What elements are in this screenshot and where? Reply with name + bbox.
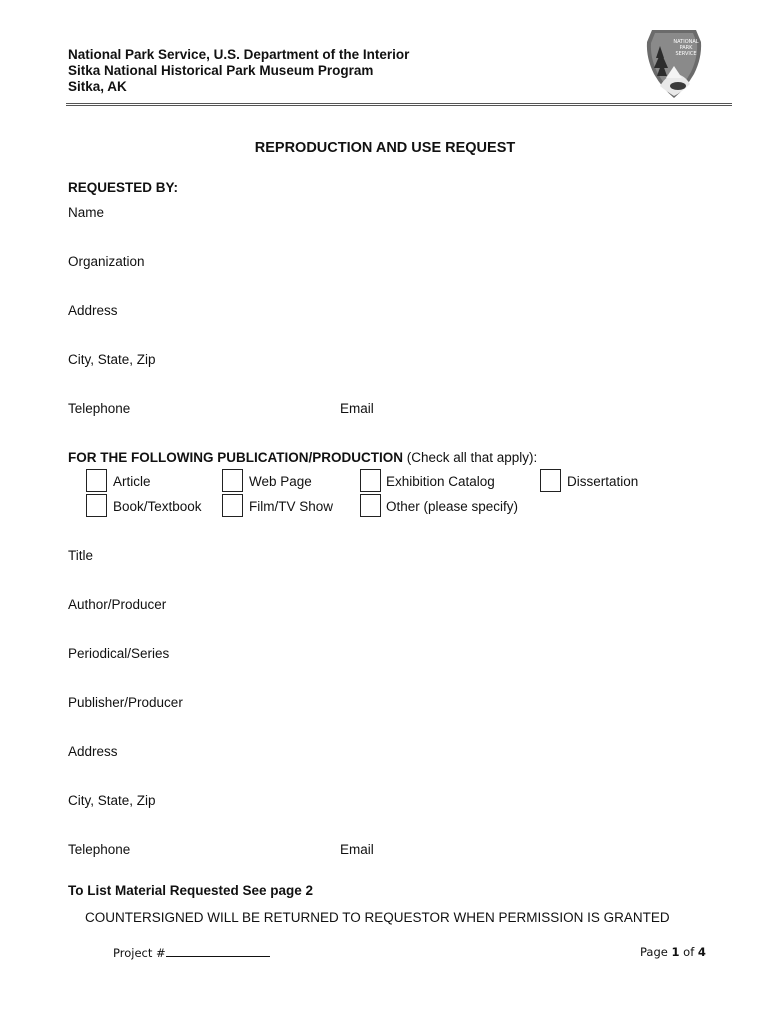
project-number-field[interactable] <box>166 945 270 957</box>
publisher-telephone-label: Telephone <box>68 842 131 857</box>
article-label: Article <box>113 474 151 489</box>
film-tv-show-checkbox[interactable] <box>222 494 243 517</box>
article-checkbox[interactable] <box>86 469 107 492</box>
publication-title-label: Title <box>68 548 94 563</box>
publisher-producer-label: Publisher/Producer <box>68 695 183 710</box>
requester-name-label: Name <box>68 205 105 220</box>
svg-text:PARK: PARK <box>679 45 693 51</box>
exhibition-catalog-label: Exhibition Catalog <box>386 474 495 489</box>
publisher-address-label: Address <box>68 744 118 759</box>
other-checkbox[interactable] <box>360 494 381 517</box>
requester-organization-label: Organization <box>68 254 145 269</box>
header-program: Sitka National Historical Park Museum Program <box>68 63 374 78</box>
requester-telephone-label: Telephone <box>68 401 131 416</box>
film-tv-show-label: Film/TV Show <box>249 499 334 514</box>
page-indicator: Page 1 of 4 <box>640 945 706 959</box>
header-agency: National Park Service, U.S. Department of the Interior <box>68 47 410 62</box>
svg-text:NATIONAL: NATIONAL <box>673 39 699 45</box>
book-textbook-label: Book/Textbook <box>113 499 202 514</box>
book-textbook-checkbox[interactable] <box>86 494 107 517</box>
requester-address-label: Address <box>68 303 118 318</box>
svg-text:SERVICE: SERVICE <box>675 51 697 57</box>
header-divider <box>66 103 732 106</box>
publisher-email-label: Email <box>340 842 374 857</box>
publisher-city-state-zip-label: City, State, Zip <box>68 793 156 808</box>
header-location: Sitka, AK <box>68 79 127 94</box>
other-label: Other (please specify) <box>386 499 519 514</box>
exhibition-catalog-checkbox[interactable] <box>360 469 381 492</box>
dissertation-label: Dissertation <box>567 474 639 489</box>
requester-email-label: Email <box>340 401 374 416</box>
requested-by-heading: REQUESTED BY: <box>68 180 179 195</box>
countersigned-note: COUNTERSIGNED WILL BE RETURNED TO REQUESTOR WHEN PERMISSION IS GRANTED <box>85 910 670 925</box>
form-title: REPRODUCTION AND USE REQUEST <box>254 140 516 156</box>
web-page-checkbox[interactable] <box>222 469 243 492</box>
publication-note: (Check all that apply): <box>406 450 538 465</box>
web-page-label: Web Page <box>249 474 312 489</box>
author-producer-label: Author/Producer <box>68 597 167 612</box>
requester-city-state-zip-label: City, State, Zip <box>68 352 156 367</box>
periodical-series-label: Periodical/Series <box>68 646 170 661</box>
project-number <box>113 945 270 960</box>
project-number-label: Project # <box>113 946 166 960</box>
material-note: To List Material Requested See page 2 <box>68 883 314 898</box>
nps-arrowhead-logo <box>644 28 704 100</box>
dissertation-checkbox[interactable] <box>540 469 561 492</box>
publication-heading: FOR THE FOLLOWING PUBLICATION/PRODUCTION (Check all that apply): <box>68 450 538 465</box>
